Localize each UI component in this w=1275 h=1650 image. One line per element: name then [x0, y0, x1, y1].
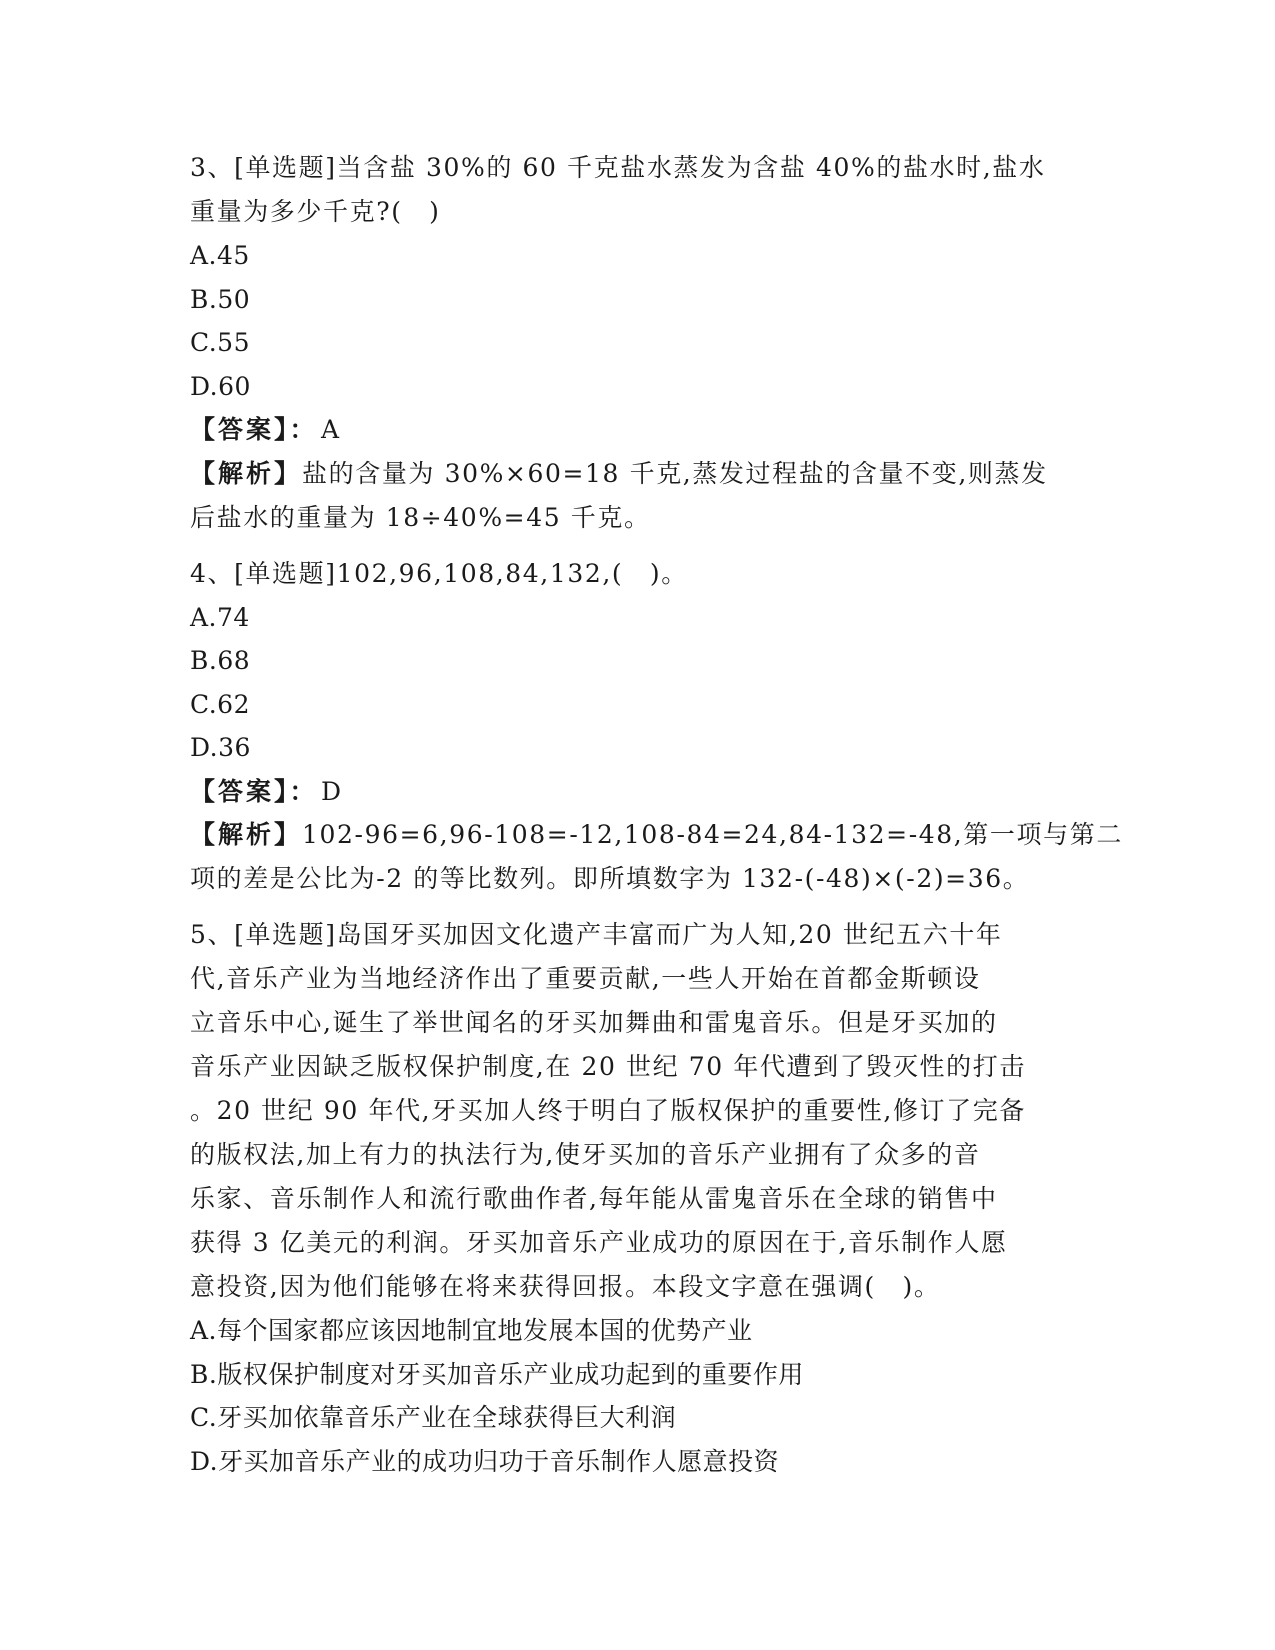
- question-stem-line: 立音乐中心,诞生了举世闻名的牙买加舞曲和雷鬼音乐。但是牙买加的: [190, 1008, 998, 1037]
- option-b: B.版权保护制度对牙买加音乐产业成功起到的重要作用: [190, 1359, 804, 1389]
- document-page: [190, 146, 1123, 1483]
- option-a: A.45: [190, 241, 250, 270]
- question-stem-line: 音乐产业因缺乏版权保护制度,在 20 世纪 70 年代遭到了毁灭性的打击: [190, 1052, 1026, 1081]
- question-stem-line: 乐家、音乐制作人和流行歌曲作者,每年能从雷鬼音乐在全球的销售中: [190, 1184, 998, 1213]
- question-stem-line: 4、[单选题]102,96,108,84,132,( )。: [190, 558, 688, 588]
- option-b: B.50: [190, 284, 251, 314]
- question-stem-line: 代,音乐产业为当地经济作出了重要贡献,一些人开始在首都金斯顿设: [190, 964, 981, 993]
- question-stem-line: 。20 世纪 90 年代,牙买加人终于明白了版权保护的重要性,修订了完备: [190, 1096, 1026, 1125]
- question-5: [190, 913, 1090, 1483]
- answer-label: 【答案】: [190, 415, 290, 444]
- option-d: D.36: [190, 733, 251, 762]
- option-d: D.60: [190, 371, 251, 401]
- option-c: C.牙买加依靠音乐产业在全球获得巨大利润: [190, 1403, 677, 1432]
- analysis-line: [190, 452, 1090, 496]
- question-3: [190, 146, 1090, 540]
- question-stem-line: 的版权法,加上有力的执法行为,使牙买加的音乐产业拥有了众多的音: [190, 1140, 981, 1169]
- option-a: A.每个国家都应该因地制宜地发展本国的优势产业: [190, 1316, 753, 1345]
- option-b: B.68: [190, 646, 251, 675]
- analysis-text-line: 项的差是公比为-2 的等比数列。即所填数字为 132-(-48)×(-2)=36。: [190, 864, 1030, 893]
- analysis-text-line: 后盐水的重量为 18÷40%=45 千克。: [190, 502, 651, 532]
- answer-colon: ：: [289, 415, 316, 444]
- answer-label: 【答案】: [190, 776, 290, 806]
- question-4: [190, 552, 1123, 902]
- answer-colon: ：: [289, 776, 316, 806]
- analysis-text: 盐的含量为 30%×60=18 千克,蒸发过程盐的含量不变,则蒸发: [302, 458, 1048, 488]
- question-stem-line: 重量为多少千克?( ): [190, 197, 441, 226]
- answer-value: D: [321, 776, 342, 806]
- analysis-label: 【解析】: [190, 820, 303, 849]
- answer-value: A: [321, 415, 340, 444]
- question-stem-line: 5、[单选题]岛国牙买加因文化遗产丰富而广为人知,20 世纪五六十年: [190, 920, 1003, 949]
- question-stem-line: 3、[单选题]当含盐 30%的 60 千克盐水蒸发为含盐 40%的盐水时,盐水: [190, 153, 1046, 182]
- analysis-line: [190, 813, 1123, 857]
- question-stem-line: 获得 3 亿美元的利润。牙买加音乐产业成功的原因在于,音乐制作人愿: [190, 1228, 1008, 1257]
- option-c: C.62: [190, 689, 250, 719]
- option-a: A.74: [190, 602, 250, 632]
- question-stem-line: 意投资,因为他们能够在将来获得回报。本段文字意在强调( )。: [190, 1272, 941, 1301]
- analysis-text: 102-96=6,96-108=-12,108-84=24,84-132=-48,第一项与第二: [302, 820, 1123, 849]
- answer-line: [190, 408, 1090, 452]
- answer-line: [190, 770, 1090, 814]
- analysis-label: 【解析】: [190, 458, 303, 488]
- option-c: C.55: [190, 328, 250, 357]
- option-d: D.牙买加音乐产业的成功归功于音乐制作人愿意投资: [190, 1446, 780, 1476]
